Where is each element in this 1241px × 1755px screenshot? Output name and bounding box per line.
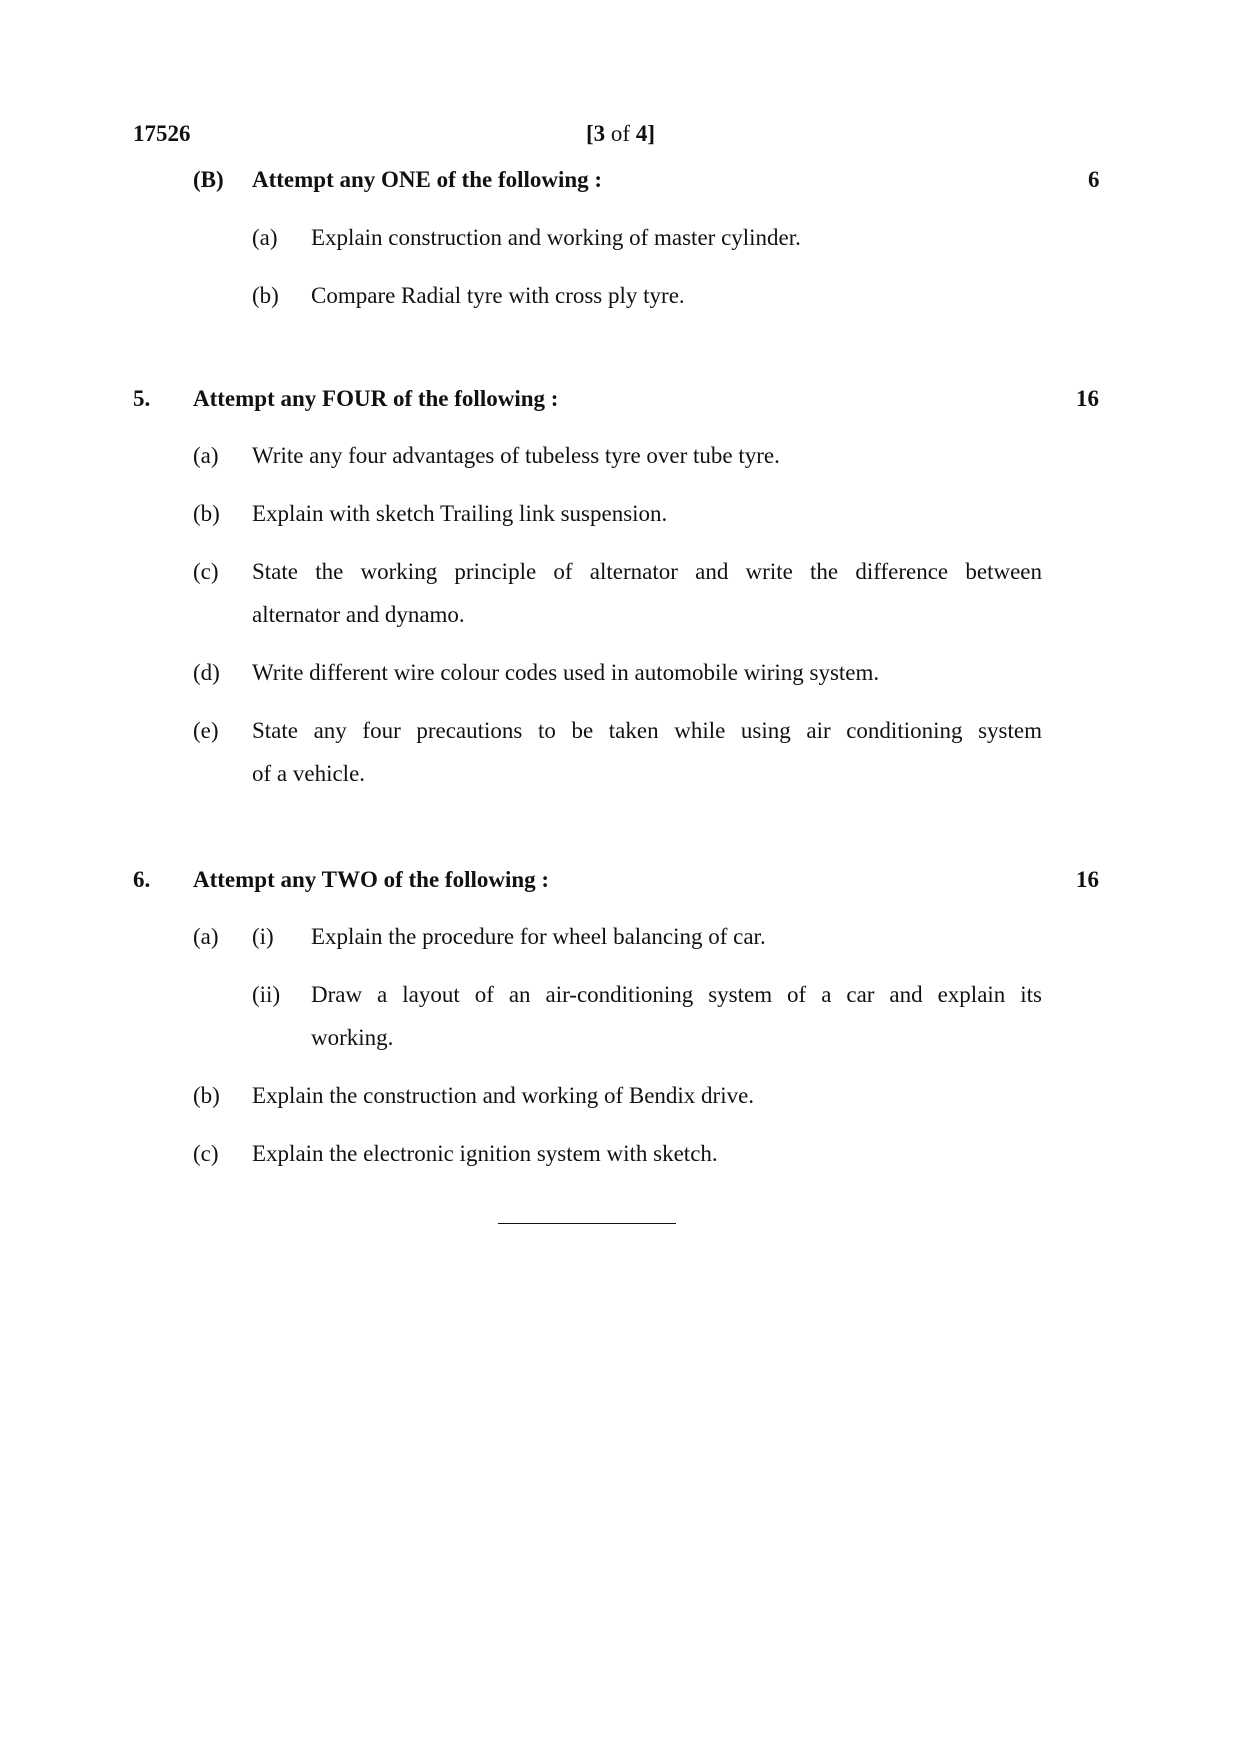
item-label: (d) bbox=[193, 660, 220, 685]
item-text-line-2: of a vehicle. bbox=[252, 761, 366, 786]
item-text: Explain the construction and working of Bendix drive. bbox=[252, 1083, 755, 1108]
subitem-text-line-1: Draw a layout of an air-conditioning system of a car and explain its bbox=[311, 982, 1042, 1007]
item-text-line-1: State the working principle of alternator and write the difference between bbox=[252, 559, 1042, 584]
page-indicator: [3 of 4] bbox=[586, 121, 656, 146]
question-number: 5. bbox=[133, 386, 151, 411]
item-label: (a) bbox=[193, 443, 219, 468]
item-text: Write different wire colour codes used in automobile wiring system. bbox=[252, 660, 880, 685]
subitem-text-line-2: working. bbox=[311, 1025, 394, 1050]
subitem-label: (ii) bbox=[252, 982, 281, 1007]
item-text: Explain construction and working of master cylinder. bbox=[311, 225, 801, 250]
subitem-label: (i) bbox=[252, 924, 274, 949]
item-text-line-1: State any four precautions to be taken while using air conditioning system bbox=[252, 718, 1042, 743]
end-rule-divider bbox=[498, 1223, 676, 1224]
item-text: Write any four advantages of tubeless tyre over tube tyre. bbox=[252, 443, 780, 468]
subitem-text: Explain the procedure for wheel balancing of car. bbox=[311, 924, 766, 949]
question-marks: 16 bbox=[1076, 867, 1099, 892]
item-label: (b) bbox=[252, 283, 279, 308]
item-label: (b) bbox=[193, 501, 220, 526]
item-text: Compare Radial tyre with cross ply tyre. bbox=[311, 283, 685, 308]
item-label: (a) bbox=[193, 924, 219, 949]
item-label: (c) bbox=[193, 1141, 219, 1166]
item-label: (c) bbox=[193, 559, 219, 584]
item-label: (a) bbox=[252, 225, 278, 250]
item-text-line-2: alternator and dynamo. bbox=[252, 602, 465, 627]
section-b-marks: 6 bbox=[1088, 167, 1100, 192]
question-number: 6. bbox=[133, 867, 151, 892]
section-b-title: Attempt any ONE of the following : bbox=[252, 167, 603, 192]
section-b-label: (B) bbox=[193, 167, 224, 192]
item-text: Explain with sketch Trailing link suspension. bbox=[252, 501, 668, 526]
item-label: (e) bbox=[193, 718, 219, 743]
item-label: (b) bbox=[193, 1083, 220, 1108]
question-marks: 16 bbox=[1076, 386, 1099, 411]
question-title: Attempt any TWO of the following : bbox=[193, 867, 550, 892]
item-text: Explain the electronic ignition system with sketch. bbox=[252, 1141, 718, 1166]
question-title: Attempt any FOUR of the following : bbox=[193, 386, 559, 411]
paper-code: 17526 bbox=[133, 121, 191, 146]
